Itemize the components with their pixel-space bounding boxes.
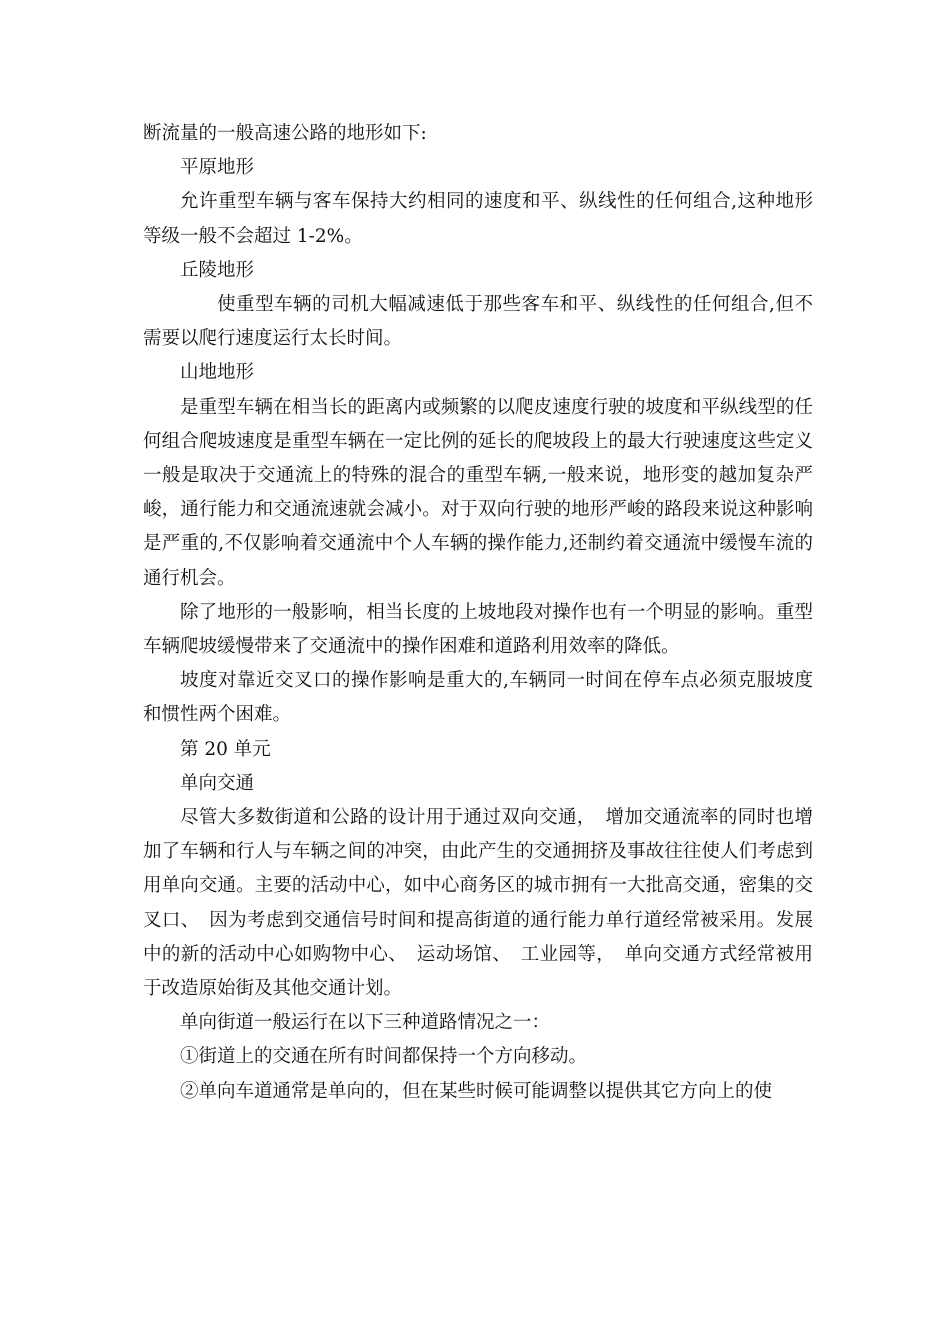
paragraph: 丘陵地形 (180, 259, 255, 281)
paragraph: 断流量的一般高速公路的地形如下: (143, 123, 427, 144)
paragraph: ②单向车道通常是单向的，但在某些时候可能调整以提供其它方向上的使 (180, 1080, 773, 1102)
paragraph: 单向交通 (180, 772, 255, 794)
paragraph: 除了地形的一般影响，相当长度的上坡地段对操作也有一个明显的影响。重型车辆爬坡缓慢带来了交通流中的操作困难和道路利用效率的降低。 (143, 601, 813, 658)
paragraph: 允许重型车辆与客车保持大约相同的速度和平、纵线性的任何组合,这种地形等级一般不会超过 1-2%。 (143, 191, 813, 247)
paragraph: 平原地形 (180, 157, 255, 179)
paragraph: 山地地形 (180, 362, 255, 384)
paragraph: 单向街道一般运行在以下三种道路情况之一： (180, 1012, 551, 1034)
paragraph: 第 20 单元 (180, 738, 271, 760)
paragraph: 尽管大多数街道和公路的设计用于通过双向交通， 增加交通流率的同时也增加了车辆和行人与车辆之间的冲突，由此产生的交通拥挤及事故往往使人们考虑到用单向交通。主要的活动中心，如中心商务区的城市拥有一大批高交通，密集的交叉口、 因为考虑到交通信号时间和提高街道的通行能力单行道经常被采用。发展中的新的活动中心如购物中心、 运动场馆、 工业园等， 单向交通方式经常被用于改造原始街及其他交通计划。 (143, 807, 813, 1000)
paragraph: 使重型车辆的司机大幅减速低于那些客车和平、纵线性的任何组合,但不需要以爬行速度运行太长时间。 (143, 294, 813, 350)
paragraph: ①街道上的交通在所有时间都保持一个方向移动。 (180, 1046, 588, 1068)
paragraph: 坡度对靠近交叉口的操作影响是重大的,车辆同一时间在停车点必须克服坡度和惯性两个困难。 (143, 670, 813, 726)
paragraph: 是重型车辆在相当长的距离内或频繁的以爬皮速度行驶的坡度和平纵线型的任何组合爬坡速度是重型车辆在一定比例的延长的爬坡段上的最大行驶速度这些定义一般是取决于交通流上的特殊的混合的重型车辆,一般来说，地形变的越加复杂严峻，通行能力和交通流速就会减小。对于双向行驶的地形严峻的路段来说这种影响是严重的,不仅影响着交通流中个人车辆的操作能力,还制约着交通流中缓慢车流的通行机会。 (143, 396, 813, 589)
document-body (143, 117, 813, 1109)
